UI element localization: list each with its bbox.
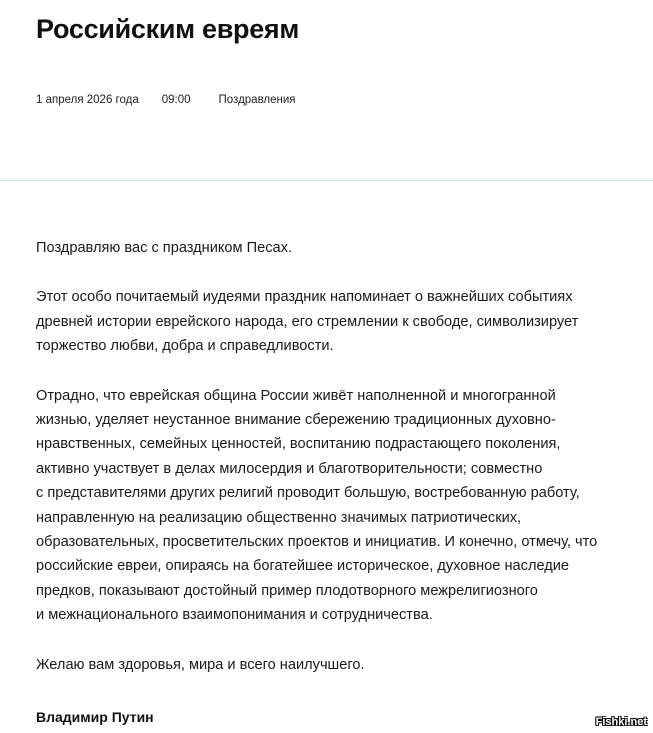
text-line: и межнационального взаимопонимания и сотрудничества.: [36, 607, 433, 624]
publish-time: 09:00: [161, 94, 191, 106]
text-line: российские евреи, опираясь на богатейшее историческое, духовное наследие: [36, 558, 570, 575]
publish-date: 1 апреля 2026 года: [36, 94, 139, 106]
article-meta: [36, 94, 296, 106]
paragraph-greeting: [36, 236, 636, 260]
article-body: [36, 236, 636, 702]
text-line: Отрадно, что еврейская община России живёт наполненной и многогранной: [36, 387, 556, 404]
divider: [0, 180, 653, 181]
text-line: Желаю вам здоровья, мира и всего наилучшего.: [36, 656, 365, 673]
category-link[interactable]: Поздравления: [218, 94, 296, 106]
text-line: активно участвует в делах милосердия и благотворительности; совместно: [36, 460, 543, 477]
text-line: нравственных, семейных ценностей, воспитанию подрастающего поколения,: [36, 436, 561, 453]
paragraph-holiday: [36, 285, 636, 358]
text-line: с представителями других религий проводит большую, востребованную работу,: [36, 485, 580, 502]
paragraph-community: [36, 384, 636, 628]
signature: Владимир Путин: [36, 709, 154, 725]
text-line: направленную на реализацию общественно значимых патриотических,: [36, 509, 522, 526]
page-title: Российским евреям: [36, 14, 300, 44]
text-line: предков, показывают достойный пример плодотворного межрелигиозного: [36, 582, 538, 599]
text-line: образовательных, просветительских проектов и инициатив. И конечно, отмечу, что: [36, 534, 598, 551]
text-line: Поздравляю вас с праздником Песах.: [36, 240, 292, 256]
watermark: Fishki.net: [595, 716, 647, 728]
text-line: торжество любви, добра и справедливости.: [36, 338, 334, 355]
paragraph-wishes: [36, 653, 636, 677]
text-line: жизнью, уделяет неустанное внимание сбережению традиционных духовно-: [36, 412, 556, 429]
text-line: Этот особо почитаемый иудеями праздник напоминает о важнейших событиях: [36, 289, 573, 306]
text-line: древней истории еврейского народа, его стремлении к свободе, символизирует: [36, 313, 579, 330]
